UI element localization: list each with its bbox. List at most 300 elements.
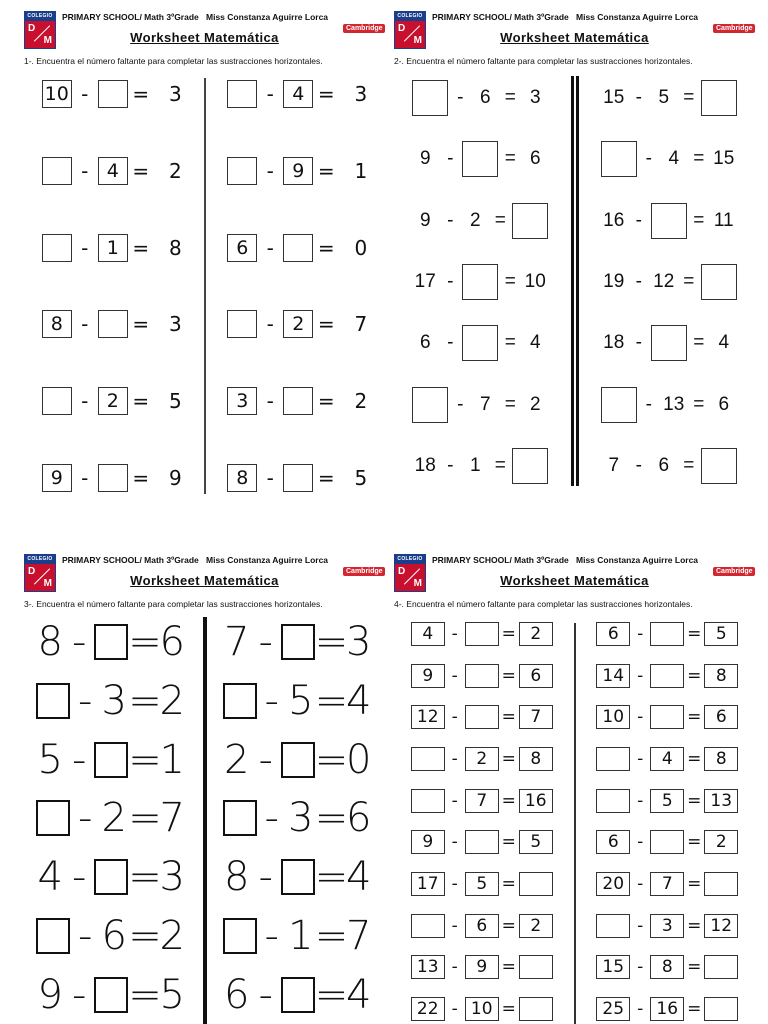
equals-sign: = [128,971,162,1018]
result-box: 6 [704,705,738,729]
minus-sign: - [72,971,87,1018]
minuend: 6 [419,332,431,354]
worksheet-4 [390,549,759,1024]
equals-sign: = [317,465,335,490]
equals-sign: = [128,736,162,783]
minuend-box: 10 [596,705,630,729]
subtrahend-box: 9 [465,955,499,979]
cambridge-badge: Cambridge [343,567,385,576]
answer-box[interactable] [36,683,70,719]
subtraction-equation [601,323,737,363]
subtraction-equation [36,966,186,1024]
minus-sign: - [78,913,93,960]
answer-box[interactable] [651,325,687,361]
result-box: 12 [704,914,738,938]
exercise-column-left [20,74,204,494]
answer-box[interactable] [412,80,448,116]
answer-box[interactable] [465,664,499,688]
equals-sign: = [132,158,150,183]
equals-sign: = [128,795,162,842]
instruction-text: 3-. Encuentra el número faltante para completar las sustracciones horizontales. [24,599,323,609]
subtrahend: 6 [479,87,491,108]
answer-box[interactable] [462,325,498,361]
equals-sign: = [687,707,702,728]
subtraction-equation [42,155,182,187]
equals-sign: = [501,790,516,811]
equals-sign: = [501,748,516,769]
teacher-name: Miss Constanza Aguirre Lorca [576,12,699,22]
worksheet-header [20,6,389,54]
equals-sign: = [501,624,516,644]
answer-box[interactable] [36,800,70,836]
equals-sign: = [314,677,349,724]
result: 7 [346,913,372,960]
exercise-column-left [20,613,203,1024]
school-name: PRIMARY SCHOOL/ Math 3ºGrade [62,12,199,22]
result-box: 5 [704,622,738,646]
answer-box[interactable] [42,387,72,415]
subtrahend-box: 8 [650,955,684,979]
equals-sign: = [504,393,516,415]
instruction-text: 4-. Encuentra el número faltante para completar las sustracciones horizontales. [394,599,693,609]
subtrahend: 4 [668,148,680,170]
minus-sign: - [451,957,458,978]
logo-letter-m: M [413,578,422,589]
result: 2 [159,913,185,960]
answer-box[interactable] [283,234,313,262]
minus-sign: - [637,832,644,853]
equals-sign: = [317,389,335,414]
answer-box[interactable] [462,141,498,177]
subtraction-equation [601,78,737,118]
equals-sign: = [128,619,162,665]
school-name: PRIMARY SCHOOL/ Math 3ºGrade [432,12,569,22]
exercise-grid [390,617,759,1024]
subtrahend-box: 5 [650,789,684,813]
answer-box[interactable] [411,789,445,813]
answer-box[interactable] [465,830,499,854]
equals-sign: = [687,665,702,686]
minuend: 8 [37,619,63,665]
minus-sign: - [635,209,642,231]
result: 4 [529,332,541,354]
answer-box[interactable] [98,310,128,338]
cambridge-badge: Cambridge [713,567,755,576]
equals-sign: = [687,624,702,644]
minuend: 16 [603,209,625,231]
answer-box[interactable] [42,157,72,185]
logo-letter-d: D [398,23,406,34]
minus-sign: - [447,332,454,354]
answer-box[interactable] [281,624,315,660]
teacher-name: Miss Constanza Aguirre Lorca [206,555,329,565]
minuend: 9 [419,209,431,231]
answer-box[interactable] [519,997,553,1021]
result: 0 [346,736,372,783]
answer-box[interactable] [704,997,738,1021]
equals-sign: = [132,465,150,490]
answer-box[interactable] [227,80,257,108]
equals-sign: = [494,454,506,476]
subtraction-equation [42,385,182,417]
result-box: 8 [169,235,182,260]
answer-box[interactable] [519,872,553,896]
result: 2 [529,393,541,415]
subtraction-equation [601,201,737,241]
result-box: 7 [354,312,368,337]
subtraction-equation [42,462,182,494]
minuend-box: 6 [596,622,630,646]
result: 4 [346,971,372,1018]
subtraction-equation [227,308,367,340]
equals-sign: = [504,270,516,292]
answer-box[interactable] [94,859,128,895]
answer-box[interactable] [94,977,128,1013]
subtraction-equation [601,262,737,302]
equals-sign: = [687,915,702,936]
minus-sign: - [266,235,274,260]
answer-box[interactable] [650,622,684,646]
answer-box[interactable] [98,464,128,492]
equals-sign: = [683,270,695,292]
minus-sign: - [451,873,458,894]
subtraction-equation [411,619,553,649]
subtraction-equation [223,966,373,1024]
subtraction-equation [596,869,738,899]
minus-sign: - [451,832,458,853]
subtraction-equation [223,731,373,789]
answer-box[interactable] [601,141,637,177]
result: 3 [159,854,185,901]
subtraction-equation [223,672,373,730]
equals-sign: = [128,677,162,724]
subtraction-equation [601,139,737,179]
equals-sign: = [504,332,516,354]
subtraction-equation [596,702,738,732]
minuend-box: 9 [411,830,445,854]
answer-box[interactable] [462,264,498,300]
exercise-grid [390,76,759,486]
exercise-grid [20,613,389,1024]
result-box: 8 [704,747,738,771]
answer-box[interactable] [512,203,548,239]
minus-sign: - [451,790,458,811]
minuend: 6 [224,971,250,1018]
minus-sign: - [81,235,89,260]
subtraction-equation [411,827,553,857]
minuend: 2 [224,736,250,783]
equals-sign: = [693,332,705,354]
result-box: 5 [519,830,553,854]
minuend: 18 [603,332,625,354]
equals-sign: = [494,209,506,231]
logo-letter-d: D [28,566,36,577]
worksheet-1 [20,6,389,500]
result-box: 9 [169,465,182,490]
teacher-name: Miss Constanza Aguirre Lorca [576,555,699,565]
result-box: 2 [519,914,553,938]
worksheet-title: Worksheet Matemática [500,573,649,588]
result: 6 [159,619,185,665]
equals-sign: = [317,312,335,337]
minuend-box: 3 [227,387,257,415]
answer-box[interactable] [601,387,637,423]
result: 6 [529,148,541,170]
subtrahend-box: 16 [650,997,684,1021]
equals-sign: = [317,82,335,106]
subtraction-equation [412,385,548,425]
result-box: 5 [169,389,182,414]
equals-sign: = [501,707,516,728]
answer-box[interactable] [650,830,684,854]
answer-box[interactable] [223,683,257,719]
minus-sign: - [264,677,279,724]
minus-sign: - [637,957,644,978]
answer-box[interactable] [283,464,313,492]
minuend-box: 20 [596,872,630,896]
equals-sign: = [501,873,516,894]
minuend-box: 6 [227,234,257,262]
answer-box[interactable] [227,157,257,185]
minuend: 7 [608,454,620,476]
subtraction-equation [411,661,553,691]
subtrahend: 2 [469,209,481,231]
minuend: 17 [414,270,436,292]
minus-sign: - [78,677,93,724]
equals-sign: = [501,665,516,686]
equals-sign: = [317,158,335,183]
answer-box[interactable] [701,80,737,116]
result: 3 [529,87,541,108]
logo-letter-m: M [43,578,52,589]
equals-sign: = [128,854,162,901]
cambridge-logo [343,567,385,576]
minus-sign: - [81,82,89,106]
subtraction-equation [227,385,367,417]
equals-sign: = [128,913,162,960]
minus-sign: - [266,389,274,414]
result: 11 [713,209,734,231]
equals-sign: = [314,854,349,901]
minuend-box: 8 [42,310,72,338]
equals-sign: = [501,832,516,853]
answer-box[interactable] [596,914,630,938]
logo-label: COLEGIO [25,555,55,564]
minus-sign: - [81,465,89,490]
logo-label: COLEGIO [395,12,425,21]
answer-box[interactable] [281,977,315,1013]
teacher-name: Miss Constanza Aguirre Lorca [206,12,329,22]
exercise-column-right [576,617,760,1024]
answer-box[interactable] [465,622,499,646]
subtraction-equation [596,952,738,982]
result-box: 3 [354,82,368,106]
minus-sign: - [637,915,644,936]
answer-box[interactable] [94,624,128,660]
answer-box[interactable] [223,918,257,954]
answer-box[interactable] [42,234,72,262]
answer-box[interactable] [411,747,445,771]
subtrahend: 3 [101,677,127,724]
subtrahend-box: 1 [98,234,128,262]
minus-sign: - [258,619,273,665]
minuend-box: 12 [411,705,445,729]
answer-box[interactable] [704,872,738,896]
answer-box[interactable] [650,664,684,688]
subtraction-equation [227,462,367,494]
subtraction-equation [223,907,373,965]
minuend-box: 10 [42,80,72,108]
subtraction-equation [411,994,553,1024]
answer-box[interactable] [281,742,315,778]
minus-sign: - [447,270,454,292]
minuend: 7 [224,619,250,665]
worksheet-header [20,549,389,597]
subtraction-equation [596,827,738,857]
answer-box[interactable] [512,448,548,484]
minus-sign: - [78,795,93,842]
minuend: 19 [603,270,625,292]
minus-sign: - [258,736,273,783]
equals-sign: = [314,913,349,960]
equals-sign: = [683,87,695,108]
answer-box[interactable] [411,914,445,938]
minuend-box: 4 [411,622,445,646]
subtrahend-box: 2 [98,387,128,415]
answer-box[interactable] [596,789,630,813]
equals-sign: = [317,235,335,260]
subtrahend-box: 2 [283,310,313,338]
answer-box[interactable] [701,264,737,300]
subtraction-equation [412,262,548,302]
result-box: 2 [354,389,368,414]
minuend: 5 [37,736,63,783]
minus-sign: - [635,87,642,108]
worksheet-3 [20,549,389,1024]
answer-box[interactable] [651,203,687,239]
equals-sign: = [314,619,349,665]
subtrahend-box: 4 [283,80,313,108]
result: 6 [346,795,372,842]
answer-box[interactable] [465,705,499,729]
school-name: PRIMARY SCHOOL/ Math 3ºGrade [62,555,199,565]
cambridge-badge: Cambridge [343,24,385,33]
subtrahend: 6 [101,913,127,960]
subtraction-equation [227,155,367,187]
equals-sign: = [501,998,516,1019]
subtrahend: 13 [663,393,685,415]
minus-sign: - [637,790,644,811]
subtraction-equation [42,232,182,264]
answer-box[interactable] [283,387,313,415]
subtraction-equation [596,994,738,1024]
equals-sign: = [132,235,150,260]
result-box: 3 [169,82,182,106]
minus-sign: - [451,748,458,769]
answer-box[interactable] [650,705,684,729]
minus-sign: - [637,873,644,894]
minus-sign: - [266,158,274,183]
worksheet-header [390,6,759,54]
subtrahend: 2 [101,795,127,842]
result: 7 [159,795,185,842]
answer-box[interactable] [227,310,257,338]
subtraction-equation [596,911,738,941]
result: 2 [159,677,185,724]
answer-box[interactable] [36,918,70,954]
minus-sign: - [258,971,273,1018]
minus-sign: - [451,915,458,936]
cambridge-logo [713,24,755,33]
result-box: 13 [704,789,738,813]
cambridge-logo [713,567,755,576]
equals-sign: = [314,736,349,783]
minuend-box: 6 [596,830,630,854]
answer-box[interactable] [98,80,128,108]
subtrahend-box: 6 [465,914,499,938]
logo-letter-d: D [28,23,36,34]
minuend-box: 14 [596,664,630,688]
equals-sign: = [314,795,349,842]
equals-sign: = [687,790,702,811]
result: 10 [524,270,546,292]
minuend: 15 [603,87,625,108]
answer-box[interactable] [701,448,737,484]
equals-sign: = [687,832,702,853]
subtrahend: 6 [658,454,670,476]
minus-sign: - [72,736,87,783]
minus-sign: - [447,454,454,476]
answer-box[interactable] [281,859,315,895]
minuend-box: 17 [411,872,445,896]
minus-sign: - [637,624,644,644]
answer-box[interactable] [704,955,738,979]
result: 4 [346,854,372,901]
minus-sign: - [266,312,274,337]
minuend: 4 [37,854,63,901]
exercise-column-left [390,76,571,486]
minus-sign: - [72,619,87,665]
subtraction-equation [411,911,553,941]
answer-box[interactable] [94,742,128,778]
subtraction-equation [412,201,548,241]
subtrahend: 1 [288,913,314,960]
minus-sign: - [447,209,454,231]
subtrahend-box: 9 [283,157,313,185]
answer-box[interactable] [412,387,448,423]
subtraction-equation [223,789,373,847]
answer-box[interactable] [223,800,257,836]
minus-sign: - [635,270,642,292]
equals-sign: = [501,915,516,936]
answer-box[interactable] [519,955,553,979]
subtrahend-box: 4 [98,157,128,185]
minuend: 9 [37,971,63,1018]
subtraction-equation [227,232,367,264]
subtraction-equation [596,786,738,816]
answer-box[interactable] [596,747,630,771]
equals-sign: = [314,971,349,1018]
subtraction-equation [411,952,553,982]
exercise-column-right [207,613,390,1024]
result: 1 [159,736,185,783]
result-box: 5 [354,465,368,490]
equals-sign: = [687,998,702,1019]
equals-sign: = [693,209,705,231]
subtraction-equation [36,848,186,906]
minus-sign: - [266,82,274,106]
result-box: 7 [519,705,553,729]
